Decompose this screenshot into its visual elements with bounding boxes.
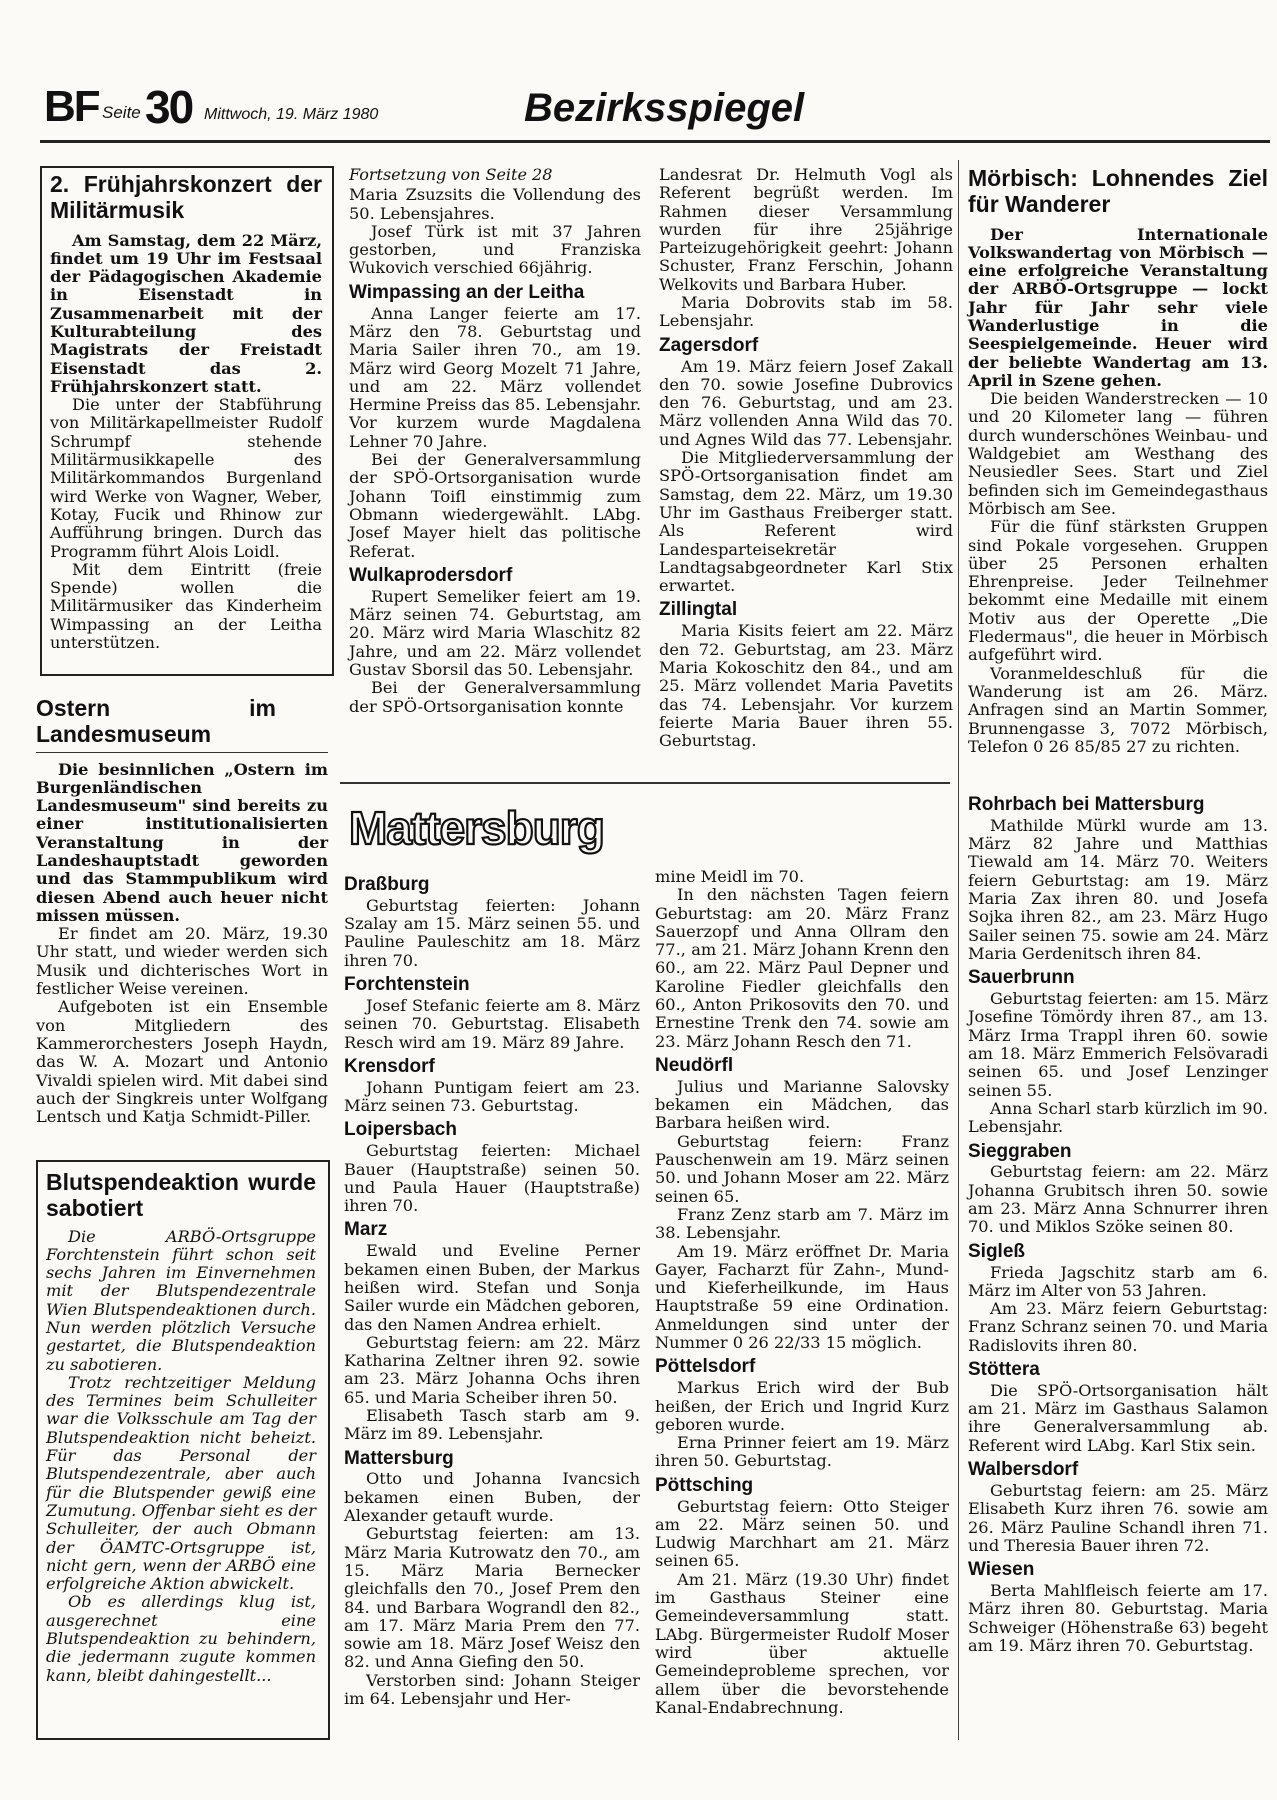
column-3-top	[659, 166, 953, 750]
local-news: Markus Erich wird der Bub heißen, der Erich und Ingrid Kurz geboren wurde.	[655, 1378, 949, 1434]
ostern-paragraph: Aufgeboten ist ein Ensemble von Mitgliedern des Kammerorchesters Joseph Haydn, das W. A. Mozart und Antonio Vivaldi spielen wird. Mit dabei sind auch der Singkreis unter Wolfgang Lentsch und Katja Schmidt-Piller.	[36, 997, 328, 1127]
heading-sieggraben: Sieggraben	[968, 1140, 1072, 1162]
section-rule	[340, 782, 950, 784]
ostern-article	[36, 696, 328, 1126]
local-news: Geburtstag feierten: Michael Bauer (Hauptstraße) seinen 50. und Paula Hauer (Hauptstraße) ihren 70.	[344, 1141, 640, 1216]
heading-neudoerfl: Neudörfl	[655, 1054, 734, 1076]
local-news: mine Meidl im 70.	[655, 867, 805, 886]
local-news: Ewald und Eveline Perner bekamen einen Buben, der Markus heißen wird. Stefan und Sonja Sailer wurde ein Mädchen geboren, das den Namen Andrea erhielt.	[344, 1241, 640, 1334]
moerbisch-paragraph: Die beiden Wanderstrecken — 10 und 20 Kilometer lang — führen durch wunderschönes Weinbau- und Waldgebiet am Westhang des Neusiedler Sees. Start und Ziel befinden sich im Gemeindegasthaus Mörbisch am See.	[968, 389, 1268, 518]
local-news: Geburtstag feierten: am 15. März Josefine Tömördy ihren 87., am 13. März Irma Trappl ihren 60. sowie am 18. März Emmerich Felsövaradi seinen 65. und Josef Lenzinger seinen 55.	[968, 989, 1268, 1100]
local-news: Josef Stefanic feierte am 8. März seinen 70. Geburtstag. Elisabeth Resch wird am 19. März 89 Jahre.	[344, 995, 640, 1052]
ostern-underline	[36, 752, 328, 753]
local-news: Geburtstag feiern: Franz Pauschenwein am 19. März seinen 50. und Johann Moser am 22. März seinen 65.	[655, 1131, 949, 1206]
col3-paragraph: Die Mitgliederversammlung der SPÖ-Ortsorganisation findet am Samstag, dem 22. März, um 19.30 Uhr im Gasthaus Freiberger statt. Als Referent wird Landesparteisekretär Landtagsabgeordneter Karl Stix erwartet.	[659, 448, 953, 596]
blut-paragraph: Die ARBÖ-Ortsgruppe Forchtenstein führt schon seit sechs Jahren im Einvernehmen mit der Blutspendezentrale Wien Blutspendeaktionen durch. Nun werden plötzlich Versuche gestartet, die Blutspendeaktion zu sabotieren.	[46, 1226, 316, 1374]
col2-paragraph: Bei der Generalversammlung der SPÖ-Ortsorganisation konnte	[349, 678, 641, 716]
page-label: Seite	[102, 103, 141, 122]
local-news: Geburtstag feiern: am 25. März Elisabeth Kurz ihren 76. sowie am 26. März Pauline Schandl ihren 71. und Theresia Bauer ihren 72.	[968, 1480, 1268, 1555]
ostern-headline: Ostern im Landesmuseum	[36, 695, 276, 747]
local-news: Am 23. März feiern Geburtstag: Franz Schranz seinen 70. und Maria Radislovits ihren 80.	[968, 1299, 1268, 1355]
local-news: Franz Zenz starb am 7. März im 38. Lebensjahr.	[655, 1204, 949, 1243]
continuation-note: Fortsetzung von Seite 28	[349, 165, 553, 184]
heading-zillingtal: Zillingtal	[659, 599, 738, 621]
local-news: Geburtstag feiern: am 22. März Katharina Zeltner ihren 92. sowie am 23. März Johanna Ochs ihren 65. und Maria Scheiber ihren 50.	[344, 1332, 640, 1407]
masthead	[40, 78, 1270, 138]
local-news: Am 19. März eröffnet Dr. Maria Gayer, Facharzt für Zahn-, Mund- und Kieferheilkunde, im Haus Hauptstraße 59 eine Ordination. Anmeldungen sind unter der Nummer 0 26 22/33 15 möglich.	[655, 1241, 949, 1353]
col2-paragraph: Maria Zsuzsits die Vollendung des 50. Lebensjahres.	[349, 185, 641, 223]
konzert-paragraph: Mit dem Eintritt (freie Spende) wollen die Militärmusiker das Kinderheim Wimpassing an der Leitha unterstützen.	[50, 559, 322, 653]
heading-sigless: Sigleß	[968, 1240, 1026, 1262]
col2-paragraph: Rupert Semeliker feiert am 19. März seinen 74. Geburtstag, am 20. März wird Maria Wlaschitz 82 Jahre, und am 22. März vollendet Gustav Sborsil das 50. Lebensjahr.	[349, 586, 641, 679]
blut-paragraph: Trotz rechtzeitiger Meldung des Termines beim Schulleiter war die Volksschule am Tag der Blutspendeaktion nicht beheizt. Für das Personal der Blutspendezentrale, aber auch für die Blutspender gewiß eine Zumutung. Offenbar sieht es der Schulleiter, der auch Obmann der ÖAMTC-Ortsgruppe ist, nicht gern, wenn der ARBÖ eine erfolgreiche Aktion abwickelt.	[46, 1372, 316, 1594]
col2-paragraph: Josef Türk ist mit 37 Jahren gestorben, und Franziska Wukovich verschied 66jährig.	[349, 221, 641, 278]
moerbisch-article	[968, 166, 1268, 756]
heading-marz: Marz	[344, 1219, 388, 1241]
moerbisch-paragraph: Voranmeldeschluß für die Wanderung ist am 26. März. Anfragen sind an Martin Sommer, Brunnengasse 3, 7072 Mörbisch, Telefon 0 26 85/85 27 zu richten.	[968, 663, 1268, 756]
heading-walbersdorf: Walbersdorf	[968, 1459, 1079, 1481]
blut-headline: Blutspendeaktion wurde sabotiert	[46, 1169, 316, 1221]
local-news: Am 21. März (19.30 Uhr) findet im Gasthaus Steiner eine Gemeindeversammlung statt. LAbg. Bürgermeister Rudolf Moser wird über aktuelle Gemeindeprobleme sprechen, vor allem über die bevorstehende Kanal-Endabrechnung.	[655, 1569, 949, 1717]
local-news: Otto und Johanna Ivancsich bekamen einen Buben, der Alexander getauft wurde.	[344, 1469, 640, 1526]
logo: BF	[44, 82, 99, 131]
mattersburg-banner-text: Mattersburg	[349, 802, 604, 854]
heading-wulkaprodersdorf: Wulkaprodersdorf	[349, 564, 513, 586]
local-news: Geburtstag feierten: Johann Szalay am 15. März seinen 55. und Pauline Pauleschitz am 18. März ihren 70.	[344, 895, 640, 970]
ostern-lead: Die besinnlichen „Ostern im Burgenländischen Landesmuseum" sind bereits zu einer institutionalisierten Veranstaltung in der Landeshauptstadt geworden und das Stammpublikum wird diesen Abend auch heuer nicht missen müssen.	[36, 759, 328, 925]
local-news: Elisabeth Tasch starb am 9. März im 89. Lebensjahr.	[344, 1405, 640, 1444]
local-news: Geburtstag feierten: am 13. März Maria Kutrowatz den 70., am 15. März Maria Bernecker gleichfalls den 70., Josef Prem den 84. und Barbara Wograndl den 82., am 17. März Maria Prem den 77. sowie am 18. März Josef Weisz den 82. und Anna Giefing den 50.	[344, 1524, 640, 1672]
heading-forchtenstein: Forchtenstein	[344, 974, 470, 996]
mattersburg-column-3	[968, 790, 1268, 1655]
heading-mattersburg: Mattersburg	[344, 1447, 454, 1469]
col3-paragraph: Maria Kisits feiert am 22. März den 72. Geburtstag, am 23. März Maria Kokoschitz den 84., und am 25. März vollendet Maria Pavetits das 74. Lebensjahr. Vor kurzem feierte Maria Bauer ihren 55. Geburtstag.	[659, 621, 953, 751]
local-news: Die SPÖ-Ortsorganisation hält am 21. März im Gasthaus Salamon ihre Generalversammlung ab. Referent wird LAbg. Karl Stix sein.	[968, 1380, 1268, 1455]
local-news: Anna Scharl starb kürzlich im 90. Lebensjahr.	[968, 1098, 1268, 1137]
heading-krensdorf: Krensdorf	[344, 1055, 435, 1077]
local-news: Geburtstag feiern: Otto Steiger am 22. März seinen 50. und Ludwig Marchhart am 21. März seinen 65.	[655, 1496, 949, 1571]
col2-paragraph: Bei der Generalversammlung der SPÖ-Ortsorganisation wurde Johann Toifl einstimmig zum Obmann wiedergewählt. LAbg. Josef Mayer hielt das politische Referat.	[349, 450, 641, 561]
heading-drassburg: Draßburg	[344, 874, 430, 895]
heading-loipersbach: Loipersbach	[344, 1119, 457, 1141]
column-2-top	[349, 166, 641, 716]
column-rule	[958, 160, 959, 1740]
local-news: Julius und Marianne Salovsky bekamen ein Mädchen, das Barbara heißen wird.	[655, 1076, 949, 1133]
heading-poettelsdorf: Pöttelsdorf	[655, 1356, 756, 1378]
col2-paragraph: Anna Langer feierte am 17. März den 78. Geburtstag und Maria Sailer ihren 70., am 19. März wird Georg Mozelt 71 Jahre, und am 22. März vollendet Hermine Preiss das 85. Lebensjahr. Vor kurzem wurde Magdalena Lehner 70 Jahre.	[349, 303, 641, 451]
moerbisch-lead: Der Internationale Volkswandertag von Mörbisch — eine erfolgreiche Veranstaltung der ARBÖ-Ortsgruppe — lockt Jahr für Jahr sehr viele Wanderlustige in die Seespielgemeinde. Heuer wird der beliebte Wandertag am 13. April in Szene gehen.	[968, 224, 1268, 390]
konzert-paragraph: Die unter der Stabführung von Militärkapellmeister Rudolf Schrumpf stehende Militärmusikkapelle des Militärkommandos Burgenland wird Werke von Wagner, Weber, Kotay, Fucik und Rhinow zur Aufführung bringen. Durch das Programm führt Alois Loidl.	[50, 395, 322, 561]
heading-zagersdorf: Zagersdorf	[659, 334, 759, 356]
heading-stoettera: Stöttera	[968, 1358, 1040, 1380]
heading-sauerbrunn: Sauerbrunn	[968, 967, 1075, 989]
col3-paragraph: Landesrat Dr. Helmuth Vogl als Referent begrüßt werden. Im Rahmen dieser Versammlung wurden für ihre 25jährige Parteizugehörigkeit geehrt: Johann Schuster, Franz Ferschin, Johann Welkovits und Barbara Huber.	[659, 165, 953, 294]
ostern-paragraph: Er findet am 20. März, 19.30 Uhr statt, und wieder werden sich Musik und dichterisches Wort in festlicher Weise vereinen.	[36, 924, 328, 999]
local-news: Johann Puntigam feiert am 23. März seinen 73. Geburtstag.	[344, 1077, 640, 1116]
heading-poettsching: Pöttsching	[655, 1474, 754, 1496]
mattersburg-banner	[347, 800, 617, 856]
blut-article	[46, 1170, 316, 1685]
mattersburg-column-1	[344, 870, 640, 1708]
moerbisch-headline: Mörbisch: Lohnendes Ziel für Wanderer	[968, 165, 1268, 217]
konzert-article	[50, 172, 322, 652]
local-news: Berta Mahlfleisch feierte am 17. März ihren 80. Geburtstag. Maria Schweiger (Höhenstraße 63) begeht am 19. März ihren 70. Geburtstag.	[968, 1581, 1268, 1655]
moerbisch-paragraph: Für die fünf stärksten Gruppen sind Pokale vorgesehen. Gruppen über 25 Personen erhalten Ehrenpreise. Jeder Teilnehmer bekommt eine Medaille mit einem Motiv aus der Operette „Die Fledermaus", die heuer in Mörbisch aufgeführt wird.	[968, 517, 1268, 665]
page-number: 30	[145, 81, 193, 133]
col3-paragraph: Am 19. März feiern Josef Zakall den 70. sowie Josefine Dubrovics den 76. Geburtstag, und am 23. März vollenden Anna Wild das 70. und Agnes Wild das 77. Lebensjahr.	[659, 356, 953, 449]
heading-wiesen: Wiesen	[968, 1559, 1035, 1581]
konzert-lead: Am Samstag, dem 22 März, findet um 19 Uhr im Festsaal der Pädagogischen Akademie in Eisenstadt in Zusammenarbeit mit der Kulturabteilung des Magistrats der Freistadt Eisenstadt das 2. Frühjahrskonzert statt.	[50, 230, 322, 396]
local-news: Verstorben sind: Johann Steiger im 64. Lebensjahr und Her-	[344, 1670, 640, 1709]
masthead-rule	[40, 140, 1270, 143]
col3-paragraph: Maria Dobrovits stab im 58. Lebensjahr.	[659, 293, 953, 331]
local-news: Mathilde Mürkl wurde am 13. März 82 Jahre und Matthias Tiewald am 14. März 70. Weiters feiern Geburtstag: am 19. März Maria Zax ihren 80. und Josefa Sojka ihren 82., am 23. März Hugo Sailer seinen 75. sowie am 24. März Maria Gerdenitsch ihren 84.	[968, 815, 1268, 963]
issue-date: Mittwoch, 19. März 1980	[204, 106, 379, 123]
mattersburg-column-2	[655, 868, 949, 1717]
section-title: Bezirksspiegel	[524, 86, 805, 130]
local-news: Erna Prinner feiert am 19. März ihren 50. Geburtstag.	[655, 1433, 949, 1471]
heading-rohrbach: Rohrbach bei Mattersburg	[968, 794, 1205, 815]
local-news: Geburtstag feiern: am 22. März Johanna Grubitsch ihren 50. sowie am 23. März Anna Schnurrer ihren 70. und Miklos Szöke seinen 80.	[968, 1162, 1268, 1237]
mattersburg-banner-art	[347, 800, 617, 856]
local-news: Frieda Jagschitz starb am 6. März im Alter von 53 Jahren.	[968, 1262, 1268, 1300]
blut-paragraph: Ob es allerdings klug ist, ausgerechnet eine Blutspendeaktion zu behindern, die jedermann zugute kommen kann, bleibt dahingestellt...	[46, 1592, 316, 1685]
local-news: In den nächsten Tagen feiern Geburtstag: am 20. März Franz Sauerzopf und Anna Ollram den 77., am 21. März Johann Krenn den 60., am 22. März Paul Depner und Karoline Fiedler gleichfalls den 60., Anton Prikosovits den 70. und Ernestine Trenk den 74. sowie am 23. März Johann Resch den 71.	[655, 885, 949, 1051]
konzert-headline: 2. Frühjahrskonzert der Militärmusik	[50, 171, 322, 223]
heading-wimpassing: Wimpassing an der Leitha	[349, 281, 585, 303]
